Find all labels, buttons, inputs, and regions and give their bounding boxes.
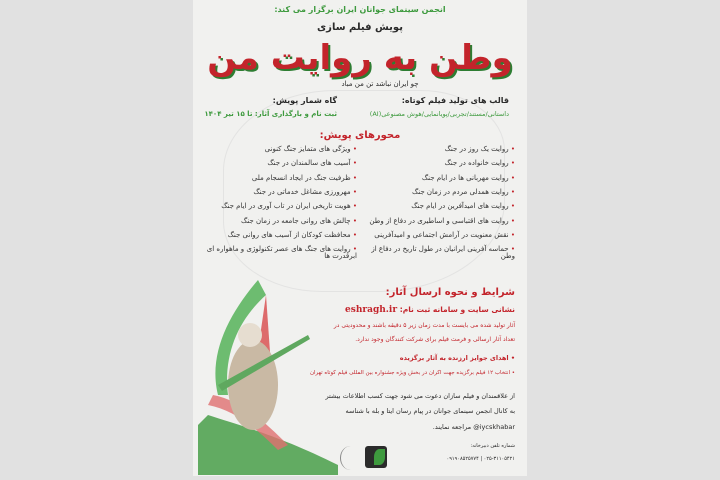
bullet-prizes: • اهدای جوایز ارزنده به آثار برگزیده <box>399 354 515 362</box>
bullet-dot: • <box>350 216 357 225</box>
site-link[interactable]: eshragh.ir <box>345 305 398 315</box>
theme-text: روایت خانواده در جنگ <box>444 159 509 168</box>
site-line <box>345 305 515 315</box>
theme-text: ظرفیت جنگ در ایجاد انسجام ملی <box>251 173 351 182</box>
calligraphy-logo-icon <box>340 446 361 470</box>
theme-item-right <box>365 246 515 260</box>
info-line-1: از علاقمندان و فیلم سازان دعوت می شود جهت کسب اطلاعات بیشتر <box>325 392 515 400</box>
film-logo-icon <box>365 446 387 468</box>
theme-text: روایت های امیدآفرین در ایام جنگ <box>411 202 509 211</box>
hero-flag-illustration <box>198 275 338 475</box>
conditions-para-1: آثار تولید شده می بایست با مدت زمان زیر ۵ دقیقه باشند و محدودیتی در <box>333 322 515 329</box>
theme-item-right <box>365 189 515 196</box>
campaign-label: پویش فیلم سازی <box>317 22 403 33</box>
theme-item-right <box>365 175 515 182</box>
organizer: انجمن سینمای جوانان ایران برگزار می کند: <box>274 5 446 14</box>
phone-numbers: ۰۲۵-۳۱۱۰۵۴۲۱ | ۰۹۱۹۰۸۵۲۵۷۷۴ <box>446 456 515 462</box>
phone-label: شماره تلفن دبیرخانه: <box>470 443 515 449</box>
theme-text: روایت مهربانی ها در ایام جنگ <box>421 173 509 182</box>
theme-text: هویت تاریخی ایران در تاب آوری در ایام جنگ <box>221 202 351 211</box>
subtitle: چو ایران نباشد تن من مباد <box>341 80 419 88</box>
theme-text: مهرورزی مشاغل خدماتی در جنگ <box>253 187 351 196</box>
bullet-selection-text: انتخاب ۱۲ فیلم برگزیده جهت اکران در بخش ویژه جشنواره بین المللی فیلم کوتاه تهران <box>309 370 510 376</box>
theme-text: نقش معنویت در آرامش اجتماعی و امیدآفرینی <box>374 230 509 239</box>
bullet-dot: • <box>508 202 515 211</box>
theme-item-left <box>197 160 357 167</box>
bullet-dot: • <box>350 173 357 182</box>
bullet-dot: • <box>350 230 357 239</box>
bullet-dot: • <box>508 145 515 153</box>
theme-item-right <box>365 146 515 153</box>
theme-item-right <box>365 232 515 239</box>
theme-text: چالش های روانی جامعه در زمان جنگ <box>241 216 351 225</box>
schedule-value: ثبت نام و بارگذاری آثار: تا ۱۵ تیر ۱۴۰۴ <box>204 110 337 118</box>
info-line-2: به کانال انجمن سینمای جوانان در پیام رسان ایتا و بله با شناسه <box>345 407 515 415</box>
poster-title: وطن به روایت من <box>207 38 513 78</box>
bullet-dot: • <box>508 245 515 254</box>
theme-text: روایت همدلی مردم در زمان جنگ <box>411 187 509 196</box>
conditions-para-2: تعداد آثار ارسالی و فرمت فیلم برای شرکت کنندگان وجود ندارد. <box>355 336 515 343</box>
theme-item-left <box>197 203 357 210</box>
formats-label: قالب های تولید فیلم کوتاه: <box>401 96 509 105</box>
bullet-dot: • <box>350 245 357 254</box>
theme-item-right <box>365 218 515 225</box>
bullet-dot: • <box>350 145 357 153</box>
theme-text: ویژگی های متمایز جنگ کنونی <box>264 145 351 153</box>
bullet-dot: • <box>508 216 515 225</box>
themes-heading: محورهای پویش: <box>319 130 401 141</box>
theme-text: محافظت کودکان از آسیب های روانی جنگ <box>227 230 351 239</box>
formats-value: داستانی/مستند/تجربی/پویانمایی/هوش مصنوعی(AI) <box>369 110 509 118</box>
bullet-dot: • <box>508 173 515 182</box>
theme-text: روایت های جنگ های عصر تکنولوژی و ماهواره ای ابرقدرت ها <box>206 245 357 261</box>
theme-item-left <box>197 246 357 260</box>
site-label: نشانی سایت و سامانه ثبت نام: <box>399 305 515 314</box>
bullet-dot: • <box>350 187 357 196</box>
bullet-dot: • <box>350 202 357 211</box>
theme-item-left <box>197 175 357 182</box>
theme-item-left <box>197 232 357 239</box>
theme-text: حماسه آفرینی ایرانیان در طول تاریخ در دفاع از وطن <box>371 245 515 261</box>
bullet-dot: • <box>508 230 515 239</box>
theme-item-left <box>197 146 357 153</box>
bullet-dot: • <box>508 159 515 168</box>
bullet-dot: • <box>508 187 515 196</box>
poster <box>193 0 527 476</box>
bullet-dot: • <box>350 159 357 168</box>
schedule-label: گاه شمار پویش: <box>272 96 337 105</box>
theme-text: روایت های اقتباسی و اساطیری در دفاع از وطن <box>369 216 509 225</box>
theme-text: روایت یک روز در جنگ <box>444 145 509 153</box>
theme-item-right <box>365 203 515 210</box>
conditions-heading: شرایط و نحوه ارسال آثار: <box>385 287 515 298</box>
theme-item-right <box>365 160 515 167</box>
bullet-prizes-text: اهدای جوایز ارزنده به آثار برگزیده <box>399 354 509 362</box>
theme-item-left <box>197 218 357 225</box>
theme-item-left <box>197 189 357 196</box>
theme-text: آسیب های سالمندان در جنگ <box>267 159 351 168</box>
bullet-selection: • انتخاب ۱۲ فیلم برگزیده جهت اکران در بخش ویژه جشنواره بین المللی فیلم کوتاه تهران <box>309 370 515 376</box>
info-line-3: iycskhabar@ مراجعه نمایند. <box>432 423 515 431</box>
